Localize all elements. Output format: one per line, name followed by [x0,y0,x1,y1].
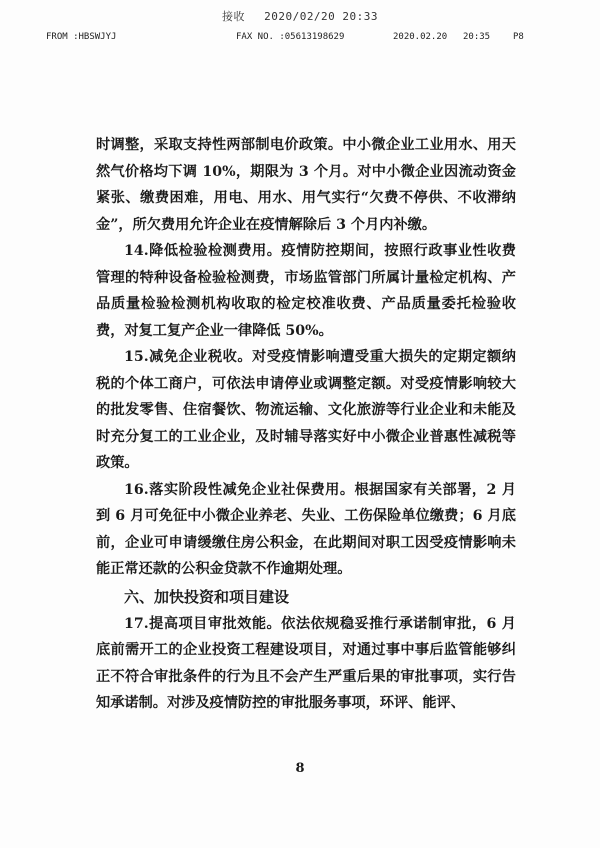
paragraph-15 [96,344,516,477]
paragraph-14-text: 疫情防控期间，按照行政事业性收费管理的特种设备检验检测费，市场监管部门所属计量检定机构、产品质量检验检测机构收取的检定校准收费、产品质量委托检验收费，对复工复产企业一律降低 50%。 [96,243,516,339]
fax-from: FROM :HBSWJYJ [46,32,117,42]
paragraph-16-heading: 16.落实阶段性减免企业社保费用。 [124,481,355,498]
document-body [96,132,516,717]
received-label: 接收 [221,10,245,23]
paragraph-continued: 时调整，采取支持性两部制电价政策。中小微企业工业用水、用天然气价格均下调 10%，期限为 3 个月。对中小微企业因流动资金紧张、缴费困难，用电、用水、用气实行“欠费不停供、不收滞纳金”，所欠费用允许企业在疫情解除后 3 个月内补缴。 [96,137,516,233]
paragraph-17-text: 依法依规稳妥推行承诺制审批，6 月底前需开工的企业投资工程建设项目，对通过事中事后监管能够纠正不符合审批条件的行为且不会产生严重后果的审批事项，实行告知承诺制。对涉及疫情防控的审批服务事项，环评、能评、 [96,615,516,711]
paragraph-17 [96,611,516,717]
fax-number: FAX NO. :05613198629 [236,32,345,42]
section-heading-6: 六、加快投资和项目建设 [124,587,290,606]
fax-transmission-line [0,32,600,46]
paragraph-17-heading: 17.提高项目审批效能。 [124,615,282,632]
paragraph-16 [96,477,516,583]
fax-received-header [0,8,600,24]
paragraph-16-text: 根据国家有关部署，2 月到 6 月可免征中小微企业养老、失业、工伤保险单位缴费；6 月底前，企业可申请缓缴住房公积金，在此期间对职工因受疫情影响未能正常还款的公积金贷款不作逾期处理。 [96,481,517,577]
paragraph-15-text: 对受疫情影响遭受重大损失的定期定额纳税的个体工商户，可依法申请停业或调整定额。对受疫情影响较大的批发零售、住宿餐饮、物流运输、文化旅游等行业企业和未能及时充分复工的工业企业，及时辅导落实好中小微企业普惠性减税等政策。 [96,349,516,471]
paragraph-15-heading: 15.减免企业税收。 [124,349,253,365]
paragraph-14-heading: 14.降低检验检测费用。 [124,243,282,259]
fax-page-number: P8 [513,32,524,42]
paragraph-14 [96,238,516,344]
received-datetime: 2020/02/20 20:33 [264,10,379,23]
page-number: 8 [295,761,305,776]
fax-date: 2020.02.20 [393,32,448,42]
fax-time: 20:35 [463,32,491,42]
